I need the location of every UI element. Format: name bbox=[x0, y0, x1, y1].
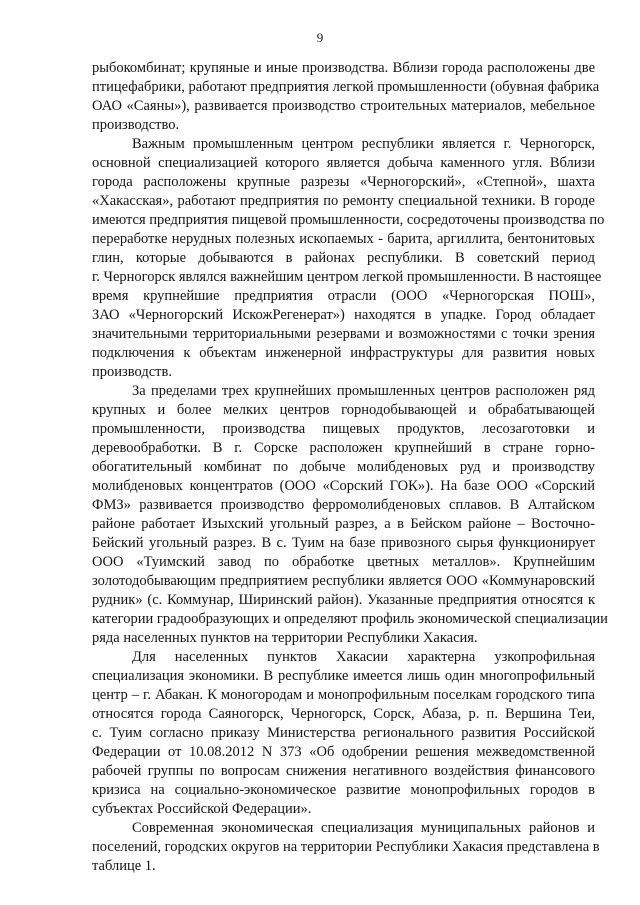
text-line: молибденовых концентратов (ООО «Сорский ГОК»). На базе ООО «Сорский bbox=[92, 478, 595, 494]
text-line: производство. bbox=[92, 117, 180, 133]
text-line: птицефабрики, работают предприятия легкой промышленности (обувная фабрика bbox=[92, 79, 600, 95]
text-line: категории градообразующих и определяют профиль экономической специализации bbox=[92, 611, 608, 627]
text-line: подключения к объектам инженерной инфраструктуры для развития новых bbox=[92, 345, 595, 361]
text-line: обогатительный комбинат по добыче молибденовых руд и производству bbox=[92, 459, 595, 475]
text-line: время крупнейшие предприятия отрасли (ООО «Черногорская ПОШ», bbox=[92, 288, 595, 304]
text-line: города расположены крупные разрезы «Черногорский», «Степной», шахта bbox=[92, 174, 595, 190]
text-line: субъектах Российской Федерации». bbox=[92, 801, 312, 817]
text-line: ЗАО «Черногорский ИскожРегенерат») находятся в упадке. Город обладает bbox=[92, 307, 595, 323]
text-line: специализация экономики. В республике имеется лишь один многопрофильный bbox=[92, 668, 595, 684]
text-line: ряда населенных пунктов на территории Республики Хакасия. bbox=[92, 630, 478, 646]
text-line: рудник» (с. Коммунар, Ширинский район). Указанные предприятия относятся к bbox=[92, 592, 595, 608]
text-line: основной специализацией которого является добыча каменного угля. Вблизи bbox=[92, 155, 595, 171]
paragraph bbox=[92, 819, 600, 876]
text-line: ФМЗ» развивается производство ферромолибденовых сплавов. В Алтайском bbox=[92, 497, 595, 513]
text-line: Для населенных пунктов Хакасии характерна узкопрофильная bbox=[132, 649, 595, 665]
text-line: рыбокомбинат; крупяные и иные производства. Вблизи города расположены две bbox=[92, 60, 595, 76]
text-line: промышленности, производства пищевых продуктов, лесозаготовки и bbox=[92, 421, 595, 437]
page-number: 9 bbox=[316, 30, 324, 45]
text-line: ОАО «Саяны»), развивается производство строительных материалов, мебельное bbox=[92, 98, 595, 114]
paragraph bbox=[92, 648, 595, 819]
document-body bbox=[92, 59, 608, 876]
text-line: поселений, городских округов на территории Республики Хакасия представлена в bbox=[92, 839, 600, 855]
text-line: ООО «Туимский завод по обработке цветных металлов». Крупнейшим bbox=[92, 554, 595, 570]
text-line: имеются предприятия пищевой промышленности, сосредоточены производства по bbox=[92, 212, 605, 228]
text-line: Бейский угольный разрез. В с. Туим на базе привозного сырья функционирует bbox=[92, 535, 595, 551]
paragraph bbox=[92, 59, 600, 135]
text-line: крупных и более мелких центров горнодобывающей и обрабатывающей bbox=[92, 402, 595, 418]
text-line: золотодобывающим предприятием республики является ООО «Коммунаровский bbox=[92, 573, 595, 589]
text-line: районе работает Изыхский угольный разрез, а в Бейском районе – Восточно- bbox=[92, 516, 595, 532]
text-line: Современная экономическая специализация муниципальных районов и bbox=[132, 820, 595, 836]
text-line: Федерации от 10.08.2012 N 373 «Об одобрении решения межведомственной bbox=[92, 744, 595, 760]
text-line: центр – г. Абакан. К моногородам и монопрофильным поселкам городского типа bbox=[92, 687, 595, 703]
text-line: таблице 1. bbox=[92, 858, 156, 874]
text-line: переработке нерудных полезных ископаемых - барита, аргиллита, бентонитовых bbox=[92, 231, 595, 247]
paragraph bbox=[92, 382, 608, 648]
paragraph bbox=[92, 135, 605, 382]
text-line: деревообработки. В г. Сорске расположен крупнейший в стране горно- bbox=[92, 440, 595, 456]
text-line: рабочей группы по вопросам снижения негативного воздействия финансового bbox=[92, 763, 595, 779]
text-line: глин, которые добываются в районах республики. В советский период bbox=[92, 250, 595, 266]
text-line: значительными территориальными резервами и возможностями с точки зрения bbox=[92, 326, 595, 342]
text-line: кризиса на социально-экономическое развитие монопрофильных городов в bbox=[92, 782, 595, 798]
text-line: За пределами трех крупнейших промышленных центров расположен ряд bbox=[132, 383, 595, 399]
text-line: относятся города Саяногорск, Черногорск, Сорск, Абаза, р. п. Вершина Теи, bbox=[92, 706, 595, 722]
text-line: с. Туим согласно приказу Министерства регионального развития Российской bbox=[92, 725, 595, 741]
text-line: «Хакасская», работают предприятия по ремонту специальной техники. В городе bbox=[92, 193, 595, 209]
text-line: г. Черногорск являлся важнейшим центром легкой промышленности. В настоящее bbox=[92, 269, 602, 285]
text-line: Важным промышленным центром республики является г. Черногорск, bbox=[132, 136, 595, 152]
text-line: производств. bbox=[92, 364, 172, 380]
